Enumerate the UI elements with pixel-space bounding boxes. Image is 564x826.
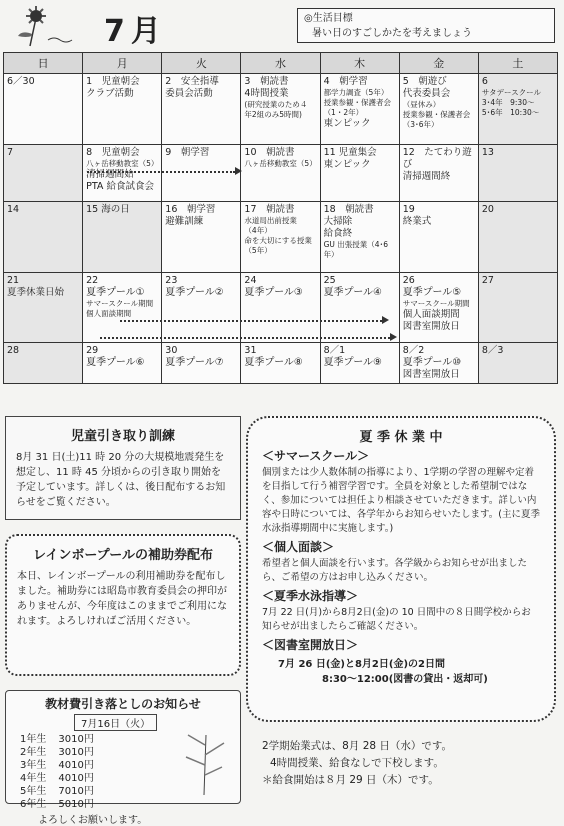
day-number: 12 たてわり遊び (402, 147, 472, 170)
day-event: 夏季休業日始 (7, 287, 65, 298)
month-title: 7月 (104, 14, 167, 49)
second-term-notice (262, 738, 452, 789)
calendar-day-cell (4, 145, 83, 202)
calendar-day-cell (162, 343, 241, 384)
weekday-sat: 土 (478, 53, 557, 74)
arrow-head-icon (235, 167, 242, 175)
fee-amount: 4010円 (58, 760, 94, 771)
fee-amount: 7010円 (58, 786, 94, 797)
day-event: 夏季プール⑦ (165, 357, 224, 368)
day-number: 29 (86, 345, 99, 356)
calendar-day-cell (162, 145, 241, 202)
day-event: 夏季プール⑨ (323, 357, 383, 368)
calendar-day-cell (241, 74, 320, 145)
day-event: 委員会活動 (165, 88, 213, 99)
material-fee-title: 教材費引き落としのお知らせ (45, 697, 201, 711)
day-number: 3 朝読書 (244, 76, 289, 87)
day-number: 24 (244, 275, 257, 286)
interview-text: 希望者と個人面談を行います。各学級からお知らせが出ましたら、ご希望の方はお申し込みください。 (262, 558, 527, 583)
day-event: 授業参観・保護者会 (323, 98, 392, 107)
day-number: 13 (481, 147, 494, 158)
day-event: 5･6年 10:30～ (481, 108, 540, 117)
day-number: 14 (7, 204, 20, 215)
weekday-mon: 月 (83, 53, 162, 74)
calendar-table (3, 52, 558, 384)
calendar-day-cell (241, 145, 320, 202)
day-number: 30 (165, 345, 178, 356)
flower-illustration (14, 4, 84, 52)
day-event: 清掃週間終 (402, 171, 451, 182)
day-number: 22 (86, 275, 99, 286)
day-number: 8／3 (481, 345, 504, 356)
calendar-week-row (4, 145, 558, 202)
calendar-day-cell (4, 273, 83, 343)
day-number: 4 朝学習 (323, 76, 368, 87)
weekday-sun: 日 (4, 53, 83, 74)
arrow-head-icon (390, 333, 397, 341)
day-number: 28 (7, 345, 20, 356)
calendar-day-cell (478, 145, 557, 202)
day-number: 25 (323, 275, 336, 286)
rainbow-pool-title: レインボープールの補助券配布 (32, 548, 214, 563)
calendar-day-cell (478, 202, 557, 273)
weekday-thu: 木 (320, 53, 399, 74)
fee-grade: 4年生 (20, 773, 47, 784)
day-event: 3･4年 9:30～ (481, 98, 535, 107)
fee-grade: 2年生 (20, 747, 47, 758)
calendar-day-cell (478, 74, 557, 145)
weekday-fri: 金 (399, 53, 478, 74)
calendar-day-cell (83, 343, 162, 384)
day-event: 年2組のみ5時間) (244, 110, 302, 119)
rainbow-pool-text: 本日、レインボープールの利用補助券を配布しました。補助券には昭島市教育委員会の押印がありませんが、今年度はこのままでご利用になれます。よろしければご活用ください。 (17, 571, 227, 627)
day-number: 17 朝読書 (244, 204, 295, 215)
day-event: 4時間授業 (244, 88, 289, 99)
leaf-branch-icon (174, 725, 234, 795)
weekday-wed: 水 (241, 53, 320, 74)
day-event: （昼休み） (402, 100, 441, 109)
goal-text: 暑い日のすごしかたを考えましょう (312, 28, 472, 39)
material-fee-table (14, 733, 100, 811)
day-event: 夏季プール⑥ (86, 357, 145, 368)
interview-heading: ＜個人面談＞ (262, 540, 335, 554)
day-number: 31 (244, 345, 257, 356)
day-number: 7 (7, 147, 14, 158)
fee-row (14, 798, 100, 811)
calendar-day-cell (162, 273, 241, 343)
summer-school-heading: ＜サマースクール＞ (262, 449, 370, 463)
day-number: 10 朝読書 (244, 147, 295, 158)
calendar-day-cell (320, 273, 399, 343)
day-number: 6／30 (7, 76, 35, 87)
day-number: 1 児童朝会 (86, 76, 140, 87)
day-number: 27 (481, 275, 494, 286)
day-number: 26 (402, 275, 415, 286)
fee-row (14, 772, 100, 785)
day-event: PTA 給食試食会 (86, 181, 154, 192)
day-number: 16 朝学習 (165, 204, 216, 215)
day-number: 18 朝読書 (323, 204, 374, 215)
day-event: (研究授業のため４ (244, 100, 308, 109)
day-event: 夏季プール④ (323, 287, 383, 298)
library-hours: 8:30～12:00(図書の貸出・返却可) (322, 674, 488, 685)
dismissal-line: 4時間授業、給食なしで下校します。 (270, 757, 444, 769)
calendar-week-row (4, 202, 558, 273)
calendar-day-cell (83, 74, 162, 145)
weekday-header-row (4, 53, 558, 74)
day-event: 東ンピック (323, 118, 371, 129)
fee-grade: 1年生 (20, 734, 47, 745)
period-arrow-line (87, 171, 235, 173)
day-number: 23 (165, 275, 178, 286)
calendar-day-cell (399, 145, 478, 202)
fee-row (14, 733, 100, 746)
fee-row (14, 785, 100, 798)
summer-vacation-box (246, 416, 556, 722)
calendar-day-cell (162, 74, 241, 145)
fee-amount: 3010円 (58, 734, 94, 745)
library-heading: ＜図書室開放日＞ (262, 638, 359, 652)
day-event: （1・2年） (323, 108, 364, 117)
day-event: （4年） (244, 226, 272, 235)
day-event: 都学力調査（5年） (323, 88, 389, 97)
calendar-day-cell (399, 202, 478, 273)
day-number: 15 海の日 (86, 204, 130, 215)
summer-school-text: 個別または少人数体制の指導により、1学期の学習の理解や定着を目指して行う補習学習です。全員を対象とした希望制ではなく、参加については担任より相談させていただきます。詳しい内容や日時については、各学年からお知らせいたします。(主に夏季水泳指導期間中に実施します。) (262, 467, 540, 534)
calendar-day-cell (241, 273, 320, 343)
day-event: 夏季プール⑤ (402, 287, 462, 298)
calendar-day-cell (83, 202, 162, 273)
day-event: GU 出張授業（4･6 年） (323, 240, 389, 259)
calendar-week-row (4, 343, 558, 384)
day-event: 夏季プール⑩ (402, 357, 462, 368)
fee-amount: 4010円 (58, 773, 94, 784)
calendar-day-cell (241, 343, 320, 384)
day-event: 代表委員会 (402, 88, 451, 99)
day-event: 給食終 (323, 228, 353, 239)
day-event: 夏季プール② (165, 287, 224, 298)
ceremony-line: 2学期始業式は、8月 28 日（水）です。 (262, 740, 453, 752)
summer-vacation-title: 夏 季 休 業 中 (359, 430, 443, 445)
day-number: 9 朝学習 (165, 147, 210, 158)
goal-heading: ◎生活目標 (304, 13, 353, 24)
calendar-day-cell (399, 74, 478, 145)
calendar-day-cell (4, 74, 83, 145)
calendar-day-cell (478, 343, 557, 384)
period-arrow-line (120, 320, 382, 322)
calendar-week-row (4, 273, 558, 343)
calendar-week-row (4, 74, 558, 145)
day-number: 19 (402, 204, 415, 215)
material-fee-box (5, 690, 241, 826)
rainbow-pool-box (5, 534, 241, 676)
calendar-day-cell (320, 145, 399, 202)
day-event: 夏季プール③ (244, 287, 303, 298)
fee-grade: 3年生 (20, 760, 47, 771)
fee-amount: 5010円 (58, 799, 94, 810)
material-fee-closing: よろしくお願いします。 (38, 815, 148, 826)
day-event: 図書室開放日 (402, 321, 460, 332)
period-arrow-line (100, 337, 390, 339)
day-event: 授業参観・保護者会 (402, 110, 471, 119)
calendar-day-cell (4, 202, 83, 273)
fee-row (14, 759, 100, 772)
material-fee-date: 7月16日（火） (74, 714, 157, 731)
library-dates: 7月 26 日(金)と8月2日(金)の2日間 (278, 659, 445, 670)
calendar-day-cell (478, 273, 557, 343)
day-event: 個人面談期間 (86, 309, 132, 318)
pickup-drill-title: 児童引き取り訓練 (70, 429, 175, 444)
day-event: 水道局出前授業 (244, 216, 297, 225)
day-event: サマースクール期間 (402, 299, 470, 308)
swim-text: 7月 22 日(月)から8月2日(金)の 10 日間中の８日間学校からお知らせが出ましたらご確認ください。 (262, 607, 531, 632)
day-event: 八ヶ岳移動教室（5） (86, 159, 159, 168)
day-event: 清掃週間始 (86, 169, 134, 180)
day-event: 東ンピック (323, 159, 371, 170)
lunch-line: ＊給食開始は８月 29 日（木）です。 (262, 774, 439, 786)
calendar-day-cell (162, 202, 241, 273)
day-number: 20 (481, 204, 494, 215)
day-event: 終業式 (402, 216, 432, 227)
day-event: 避難訓練 (165, 216, 204, 227)
day-number: 6 (481, 76, 488, 87)
pickup-drill-text: 8月 31 日(土)11 時 20 分の大規模地震発生を想定し、11 時 45 分頃からの引き取り開始を予定しています。詳しくは、後日配布するお知らせをご覧ください。 (16, 452, 226, 508)
day-number: 11 児童集会 (323, 147, 377, 158)
life-goal-box (297, 8, 555, 43)
pickup-drill-box (5, 416, 241, 520)
day-number: 8 児童朝会 (86, 147, 140, 158)
day-event: 大掃除 (323, 216, 353, 227)
arrow-head-icon (382, 316, 389, 324)
day-number: 2 安全指導 (165, 76, 219, 87)
calendar-day-cell (399, 273, 478, 343)
day-number: 8／2 (402, 345, 425, 356)
day-event: サタデースクール (481, 88, 541, 97)
calendar-day-cell (320, 202, 399, 273)
fee-row (14, 746, 100, 759)
day-number: 8／1 (323, 345, 346, 356)
fee-grade: 6年生 (20, 799, 47, 810)
calendar-day-cell (320, 74, 399, 145)
day-event: （5年） (244, 246, 272, 255)
calendar-day-cell (83, 145, 162, 202)
day-event: 命を大切にする授業 (244, 236, 312, 245)
calendar-day-cell (83, 273, 162, 343)
day-event: 八ヶ岳移動教室（5） (244, 159, 317, 168)
day-event: （3･6年） (402, 120, 439, 129)
fee-grade: 5年生 (20, 786, 47, 797)
day-number: 21 (7, 275, 20, 286)
day-event: クラブ活動 (86, 88, 134, 99)
day-event: 夏季プール⑧ (244, 357, 303, 368)
fee-amount: 3010円 (58, 747, 94, 758)
swim-heading: ＜夏季水泳指導＞ (262, 589, 359, 603)
day-event: 図書室開放日 (402, 369, 460, 380)
weekday-tue: 火 (162, 53, 241, 74)
calendar-day-cell (320, 343, 399, 384)
day-event: 個人面談期間 (402, 309, 460, 320)
calendar-day-cell (4, 343, 83, 384)
calendar-day-cell (241, 202, 320, 273)
day-event: 夏季プール① (86, 287, 145, 298)
day-number: 5 朝遊び (402, 76, 447, 87)
day-event: サマースクール期間 (86, 299, 154, 308)
calendar-day-cell (399, 343, 478, 384)
